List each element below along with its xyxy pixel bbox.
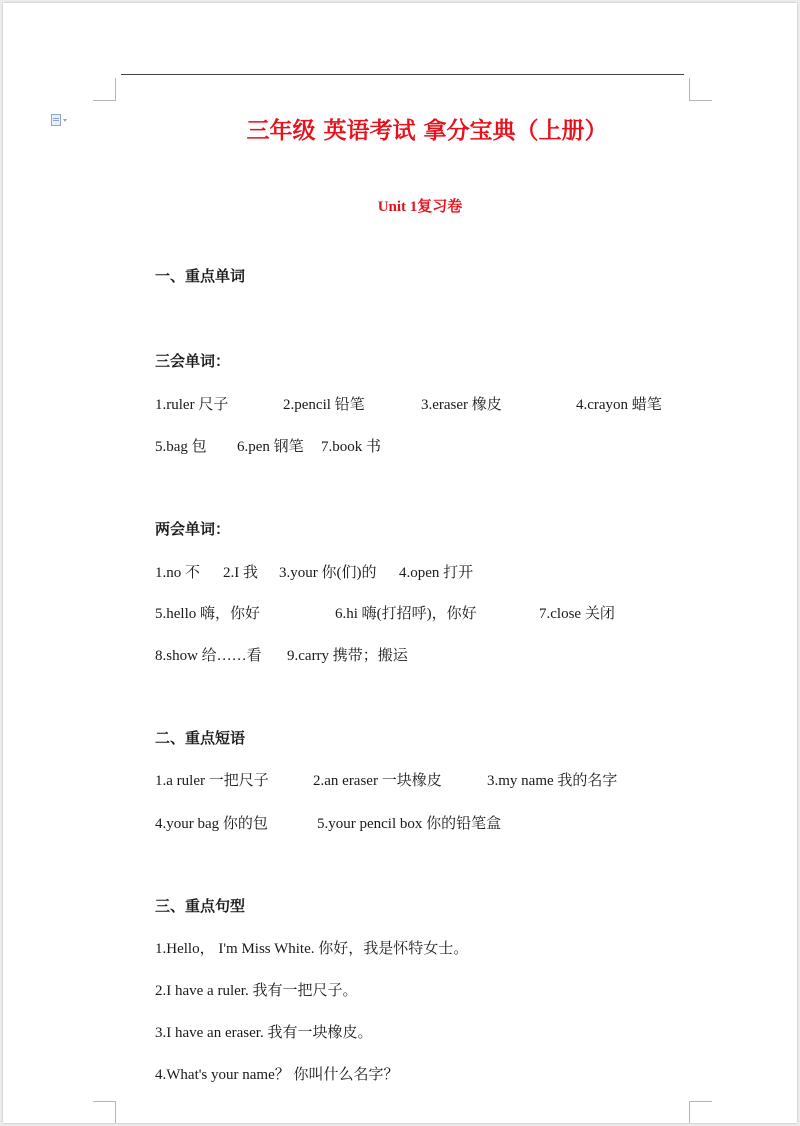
sanhui-row-2: [155, 437, 715, 457]
sentence-item: 1.Hello， I'm Miss White. 你好，我是怀特女士。: [155, 941, 469, 957]
word-item: 9.carry 携带；搬运: [287, 648, 408, 664]
phrases-row-2: [155, 814, 715, 834]
word-item: 6.pen 钢笔: [237, 439, 304, 455]
word-item: 1.no 不: [155, 565, 201, 581]
header-rule: [121, 74, 684, 75]
phrases-row-1: [155, 771, 715, 791]
lianghui-row-1: [155, 563, 715, 583]
word-item: 3.eraser 橡皮: [421, 397, 502, 413]
sentence-item: 2.I have a ruler. 我有一把尺子。: [155, 983, 358, 999]
word-item: 2.pencil 铅笔: [283, 397, 365, 413]
word-item: 5.bag 包: [155, 439, 207, 455]
lianghui-label: 两会单词：: [155, 522, 231, 538]
lianghui-row-3: [155, 646, 715, 666]
phrase-item: 5.your pencil box 你的铅笔盒: [317, 816, 502, 832]
phrase-item: 2.an eraser 一块橡皮: [313, 773, 442, 789]
lianghui-row-2: [155, 604, 715, 624]
word-item: 4.crayon 蜡笔: [576, 397, 662, 413]
sanhui-label: 三会单词：: [155, 354, 231, 370]
word-item: 2.I 我: [223, 565, 258, 581]
word-item: 7.book 书: [321, 439, 382, 455]
sentence-item: 4.What's your name？ 你叫什么名字？: [155, 1067, 399, 1083]
word-item: 3.your 你(们)的: [279, 565, 377, 581]
margin-corner-bottom-right: [689, 1101, 712, 1123]
word-item: 7.close 关闭: [539, 606, 615, 622]
phrase-item: 4.your bag 你的包: [155, 816, 268, 832]
document-page: [3, 3, 797, 1123]
phrase-item: 1.a ruler 一把尺子: [155, 773, 269, 789]
sanhui-row-1: [155, 395, 715, 415]
sentence-item: 3.I have an eraser. 我有一块橡皮。: [155, 1025, 373, 1041]
document-title: 三年级 英语考试 拿分宝典（上册）: [246, 118, 608, 144]
word-item: 8.show 给……看: [155, 648, 262, 664]
section-heading-sentences: 三、重点句型: [155, 899, 246, 915]
section-heading-phrases: 二、重点短语: [155, 731, 246, 747]
phrase-item: 3.my name 我的名字: [487, 773, 618, 789]
margin-corner-bottom-left: [93, 1101, 116, 1123]
word-item: 5.hello 嗨，你好: [155, 606, 260, 622]
word-item: 6.hi 嗨(打招呼)，你好: [335, 606, 477, 622]
word-item: 1.ruler 尺子: [155, 397, 229, 413]
margin-corner-top-left: [93, 78, 116, 101]
document-subtitle: Unit 1复习卷: [377, 199, 463, 215]
section-heading-words: 一、重点单词: [155, 269, 246, 285]
margin-corner-top-right: [689, 78, 712, 101]
word-item: 4.open 打开: [399, 565, 474, 581]
